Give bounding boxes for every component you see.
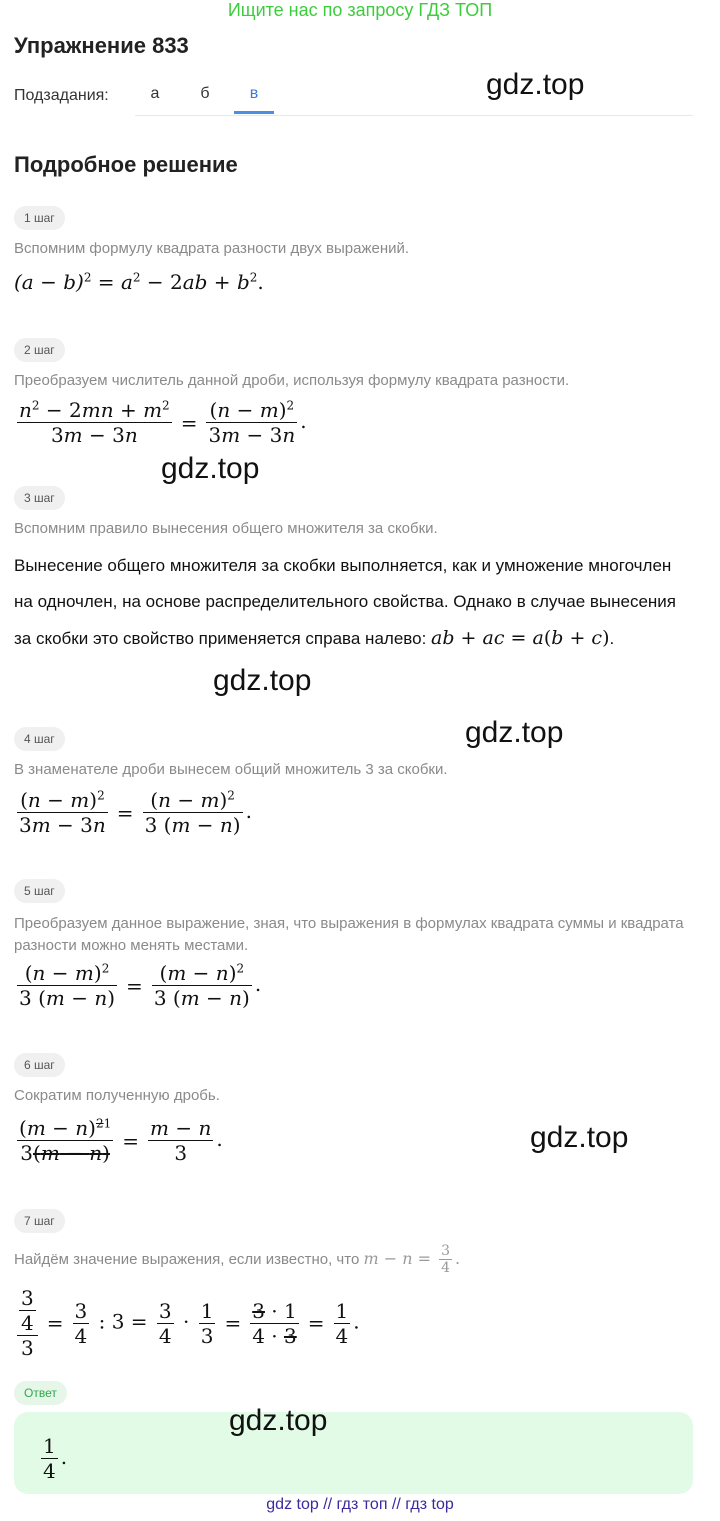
subtask-tab-a[interactable]: а <box>150 85 160 102</box>
subtask-tab-b[interactable]: б <box>200 85 210 102</box>
formula-6: $\frac{(m - n)^{21}}{3(m - n)}$ = $\frac{m - n}{3}$ . <box>19 1116 223 1165</box>
subtasks-divider <box>135 115 693 116</box>
distributive-formula: ab + ac = a(b + c) <box>431 627 610 649</box>
footer-links[interactable]: gdz top // гдз топ // гдз top <box>266 1496 454 1513</box>
step-badge-3: 3 шаг <box>14 486 65 510</box>
formula-5: $\frac{(n - m)^2}{3 (m - n)}$ = $\frac{(m - n)^2}{3 (m - n)}$ . <box>19 961 262 1010</box>
step-text-7 <box>14 1243 460 1276</box>
watermark: gdz.top <box>161 452 260 485</box>
answer-badge: Ответ <box>14 1381 67 1405</box>
watermark: gdz.top <box>229 1404 328 1437</box>
step-text-4: В знаменателе дроби вынесем общий множитель 3 за скобки. <box>14 761 448 778</box>
step-text-5: Преобразуем данное выражение, зная, что выражения в формулах квадрата суммы и квадрата разности можно менять местами. <box>14 915 684 954</box>
formula-4: $\frac{(n - m)^2}{3m - 3n}$ = $\frac{(n - m)^2}{3 (m - n)}$ . <box>19 788 252 837</box>
step-body-3: Вынесение общего множителя за скобки выполняется, как и умножение многочлен на одночлен, на основе распределительного свойства. Однако в случае вынесения за скобки это свойство применяется справа налево: ab + ac = a(b + c). <box>14 556 677 649</box>
step-badge-4: 4 шаг <box>14 727 65 751</box>
watermark: gdz.top <box>213 664 312 697</box>
watermark: gdz.top <box>465 716 564 749</box>
step-text-3: Вспомним правило вынесения общего множителя за скобки. <box>14 520 438 537</box>
section-title: Подробное решение <box>14 152 238 177</box>
step-text-1: Вспомним формулу квадрата разности двух выражений. <box>14 240 410 257</box>
step-badge-7: 7 шаг <box>14 1209 65 1233</box>
watermark: gdz.top <box>530 1121 629 1154</box>
watermark: gdz.top <box>486 68 585 101</box>
subtasks-label: Подзадания: <box>14 87 109 104</box>
search-banner: Ищите нас по запросу ГДЗ ТОП <box>227 0 493 20</box>
step-text-2: Преобразуем числитель данной дроби, используя формулу квадрата разности. <box>14 372 570 389</box>
formula-2: $\frac{n^2 - 2mn + m^2}{3m - 3n}$ = $\frac{(n - m)^2}{3m - 3n}$ . <box>19 398 307 447</box>
condition-formula: m − n = $\frac{3}{4}$ . <box>363 1243 461 1276</box>
step-badge-2: 2 шаг <box>14 338 65 362</box>
answer-formula: $\frac{1}{4}$ . <box>43 1434 68 1483</box>
step-badge-1: 1 шаг <box>14 206 65 230</box>
step-badge-6: 6 шаг <box>14 1053 65 1077</box>
step-text-6: Сократим полученную дробь. <box>14 1087 220 1104</box>
answer-box <box>14 1412 693 1494</box>
page-title: Упражнение 833 <box>14 33 189 58</box>
step-text-7-label: Найдём значение выражения, если известно, что <box>14 1251 364 1268</box>
step-badge-5: 5 шаг <box>14 879 65 903</box>
subtask-tab-v[interactable]: в <box>234 85 274 114</box>
formula-7: $\frac{\frac{3}{4}}{3}$ = $\frac{3}{4}$ : 3 = $\frac{3}{4}$ · $\frac{1}{3}$ = $\frac{3 \cdot 1}{4 \cdot 3}$ = $\frac{1}{4}$ . <box>14 1286 360 1360</box>
formula-1: $(a - b)^2 = a^2 - 2ab + b^2$. <box>14 270 264 294</box>
step-body-text: Вынесение общего множителя за скобки выполняется, как и умножение многочлен на одночлен, на основе распределительного свойства. Однако в случае вынесения за скобки это свойство применяется справа налево: <box>14 556 677 648</box>
